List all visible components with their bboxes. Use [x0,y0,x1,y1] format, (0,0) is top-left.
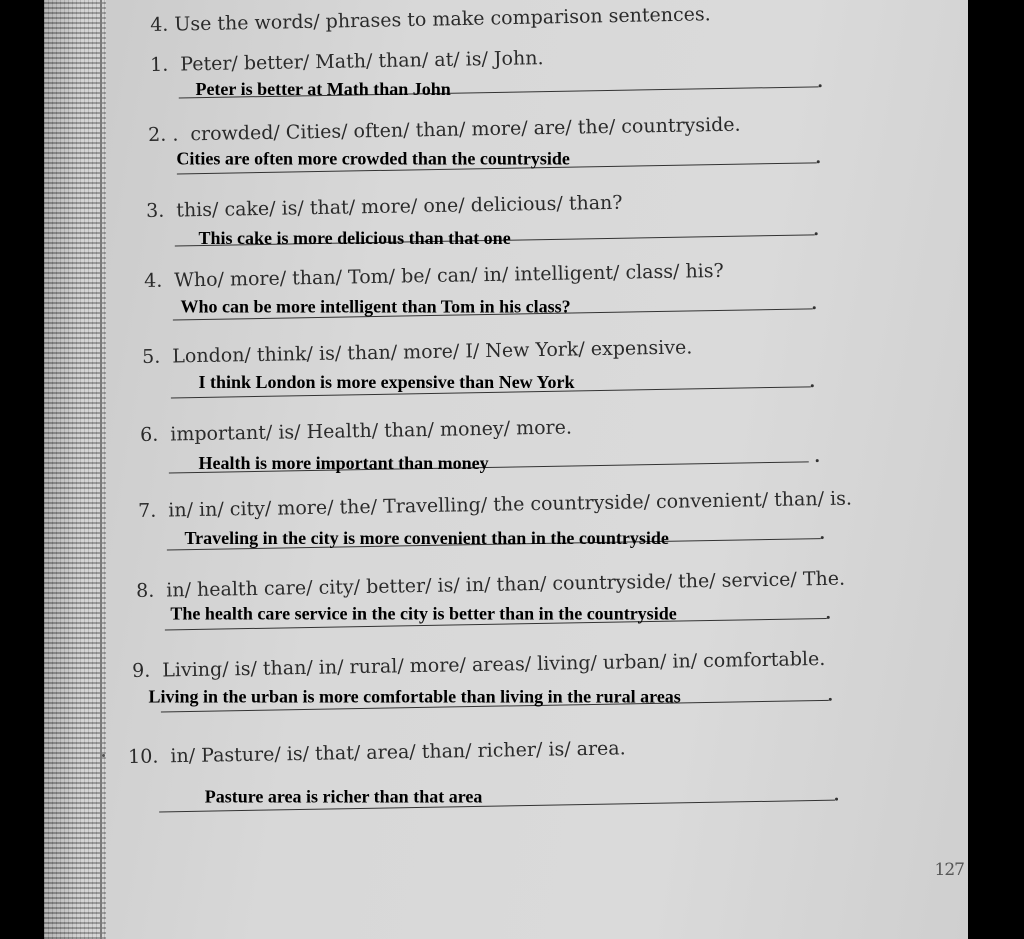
stray-dot [102,754,105,757]
item-number: 3. [146,199,165,222]
exercise-item-1 [150,41,911,124]
item-number: 1. [150,53,169,76]
item-words: this/ cake/ is/ that/ more/ one/ delicious/ than? [176,191,623,222]
item-number: 10. [128,745,159,768]
page-margin-line [100,0,102,939]
period-mark [811,384,814,387]
exercise-item-9 [132,647,893,730]
worksheet-page [44,0,968,939]
written-answer[interactable]: Peter is better at Math than John [195,79,451,100]
item-number: 7. [138,499,157,522]
exercise-item-5 [142,333,903,416]
written-answer[interactable]: Living in the urban is more comfortable than living in the rural areas [148,686,681,707]
item-number: 9. [132,659,151,682]
item-number: 6. [140,423,159,446]
item-prompt [128,737,626,768]
exercise-item-8 [136,567,897,650]
item-prompt [136,568,845,602]
exercise-item-7 [138,487,899,570]
written-answer[interactable]: I think London is more expensive than New York [198,372,575,393]
period-mark [829,698,832,701]
item-words: Peter/ better/ Math/ than/ at/ is/ John. [180,47,544,76]
exercise-item-2 [148,111,909,194]
written-answer[interactable]: Cities are often more crowded than the countryside [176,148,570,169]
written-answer[interactable]: This cake is more delicious than that one [198,228,511,249]
page-number: 127 [934,860,964,880]
period-mark [816,459,819,462]
period-mark [821,536,824,539]
period-mark [819,84,822,87]
item-prompt [150,47,544,76]
period-mark [813,306,816,309]
period-mark [835,798,838,801]
item-number: 4. [144,269,163,292]
exercise-heading: 4. Use the words/ phrases to make comparison sentences. [150,3,711,36]
item-prompt [140,416,572,446]
period-mark [815,232,818,235]
period-mark [817,160,820,163]
exercise-item-3 [146,187,907,270]
item-words: London/ think/ is/ than/ more/ I/ New York/ expensive. [172,336,693,368]
written-answer[interactable]: Traveling in the city is more convenient than in the countryside [184,528,669,549]
item-number: 8. [136,579,155,602]
written-answer[interactable]: The health care service in the city is better than in the countryside [170,603,677,624]
item-prompt [142,336,692,368]
written-answer[interactable]: Pasture area is richer than that area [204,786,483,807]
item-words: important/ is/ Health/ than/ money/ more. [170,416,573,446]
item-words: in/ Pasture/ is/ that/ area/ than/ richer/ is/ area. [170,737,626,768]
item-words: crowded/ Cities/ often/ than/ more/ are/ the/ countryside. [190,113,741,146]
written-answer[interactable]: Who can be more intelligent than Tom in his class? [180,296,571,317]
exercise-item-4 [144,257,905,340]
item-words: in/ health care/ city/ better/ is/ in/ than/ countryside/ the/ service/ The. [166,567,846,602]
exercise-item-6 [140,411,901,494]
item-number: 2. . [148,123,179,146]
written-answer[interactable]: Health is more important than money [198,452,489,473]
item-prompt [146,192,623,222]
item-prompt [132,648,825,682]
book-spine-edge [44,0,106,939]
item-prompt [138,488,852,522]
period-mark [827,616,830,619]
item-words: Who/ more/ than/ Tom/ be/ can/ in/ intelligent/ class/ his? [174,259,724,292]
item-number: 5. [142,345,161,368]
exercise-item-10 [128,733,889,816]
item-words: in/ in/ city/ more/ the/ Travelling/ the countryside/ convenient/ than/ is. [168,487,853,522]
item-words: Living/ is/ than/ in/ rural/ more/ areas/ living/ urban/ in/ comfortable. [162,647,826,682]
